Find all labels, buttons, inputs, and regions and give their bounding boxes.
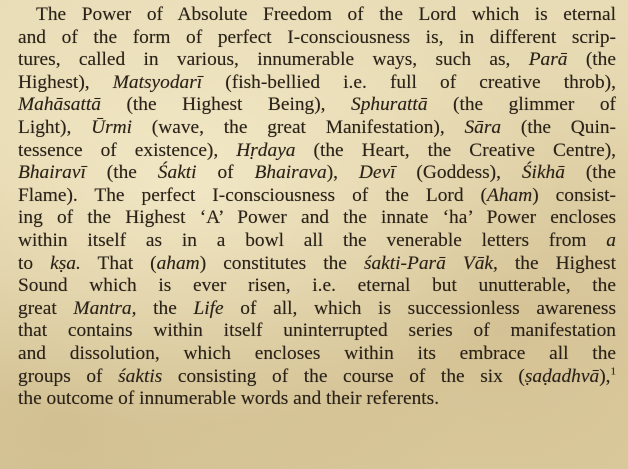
text-line — [18, 72, 616, 95]
text-run: (the — [567, 49, 616, 71]
italic-term: Aham — [486, 184, 533, 206]
text-run: , the — [131, 297, 194, 319]
text-run: great — [18, 297, 74, 319]
text-run: within itself as in a bowl all the venerable letters from — [18, 229, 607, 251]
italic-term: Mantra — [73, 297, 132, 319]
italic-term: ṣaḍadhvā — [524, 365, 600, 387]
italic-term: Matsyodarī — [112, 71, 203, 93]
italic-term: Hṛdaya — [236, 139, 296, 161]
text-line — [18, 27, 616, 50]
text-run: Highest), — [18, 71, 113, 93]
text-run: That ( — [80, 252, 157, 274]
text-run: of all, which is successionless awareness — [223, 297, 616, 319]
text-run: (the — [564, 162, 616, 184]
text-run: ), — [326, 162, 359, 184]
text-line — [18, 4, 616, 27]
italic-term: Parā — [528, 49, 568, 71]
text-line — [18, 275, 616, 298]
italic-term: Bhairavī — [18, 162, 86, 184]
text-run: ) consist- — [532, 184, 616, 206]
text-line — [18, 366, 616, 389]
text-line — [18, 207, 616, 230]
italic-term: Śikhā — [521, 162, 565, 184]
italic-term: Life — [193, 297, 224, 319]
text-line — [18, 94, 616, 117]
text-run: (fish-bellied i.e. full of creative throb), — [202, 71, 616, 93]
text-run: (wave, the great Manifestation), — [132, 116, 465, 138]
italic-term: aham — [156, 252, 200, 274]
footnote-marker: 1 — [610, 365, 616, 378]
text-line — [18, 117, 616, 140]
text-line — [18, 49, 616, 72]
text-line — [18, 185, 616, 208]
body-paragraph — [18, 4, 616, 411]
text-run: (the — [85, 162, 158, 184]
text-run: tures, called in various, innumerable ways, such as, — [18, 49, 529, 71]
text-line — [18, 388, 616, 411]
text-run: (the Heart, the Creative Centre), — [295, 139, 616, 161]
text-run: and of the form of perfect I-consciousness is, in different scrip- — [18, 26, 616, 48]
text-run: Sound which is ever risen, i.e. eternal but unutterable, the — [18, 275, 616, 297]
italic-term: śakti-Parā Vāk — [363, 252, 493, 274]
text-run: (the Quin- — [501, 116, 616, 138]
text-run: the outcome of innumerable words and their referents. — [18, 388, 440, 410]
text-run: (Goddess), — [395, 162, 522, 184]
text-run: ), — [599, 365, 611, 387]
text-run: ing of the Highest ‘A’ Power and the innate ‘ha’ Power encloses — [18, 207, 616, 229]
text-run: (the Highest Being), — [100, 94, 352, 116]
text-line — [18, 140, 616, 163]
italic-term: Mahāsattā — [18, 94, 101, 116]
italic-term: Devī — [358, 162, 396, 184]
italic-term: a — [606, 229, 616, 251]
text-run: to — [18, 252, 51, 274]
italic-term: kṣa. — [50, 252, 81, 274]
text-run: (the glimmer of — [427, 94, 616, 116]
text-run: , the Highest — [493, 252, 616, 274]
text-run: The Power of Absolute Freedom of the Lord which is eternal — [36, 4, 616, 25]
text-line — [18, 343, 616, 366]
italic-term: śaktis — [118, 365, 163, 387]
text-run: consisting of the course of the six ( — [162, 365, 525, 387]
text-line — [18, 162, 616, 185]
text-line — [18, 320, 616, 343]
text-run: ) constitutes the — [199, 252, 364, 274]
text-run: groups of — [18, 365, 119, 387]
text-run: and dissolution, which encloses within its embrace all the — [18, 342, 616, 364]
text-run: Light), — [18, 116, 92, 138]
italic-term: Sāra — [464, 116, 502, 138]
italic-term: Ūrmi — [91, 116, 133, 138]
text-line — [18, 253, 616, 276]
italic-term: Śakti — [157, 162, 197, 184]
text-line — [18, 230, 616, 253]
text-run: of — [196, 162, 255, 184]
italic-term: Sphurattā — [351, 94, 428, 116]
text-run: tessence of existence), — [18, 139, 237, 161]
text-run: Flame). The perfect I-consciousness of the Lord ( — [18, 184, 487, 206]
text-run: that contains within itself uninterrupted series of manifestation — [18, 320, 616, 342]
italic-term: Bhairava — [254, 162, 327, 184]
text-line — [18, 298, 616, 321]
